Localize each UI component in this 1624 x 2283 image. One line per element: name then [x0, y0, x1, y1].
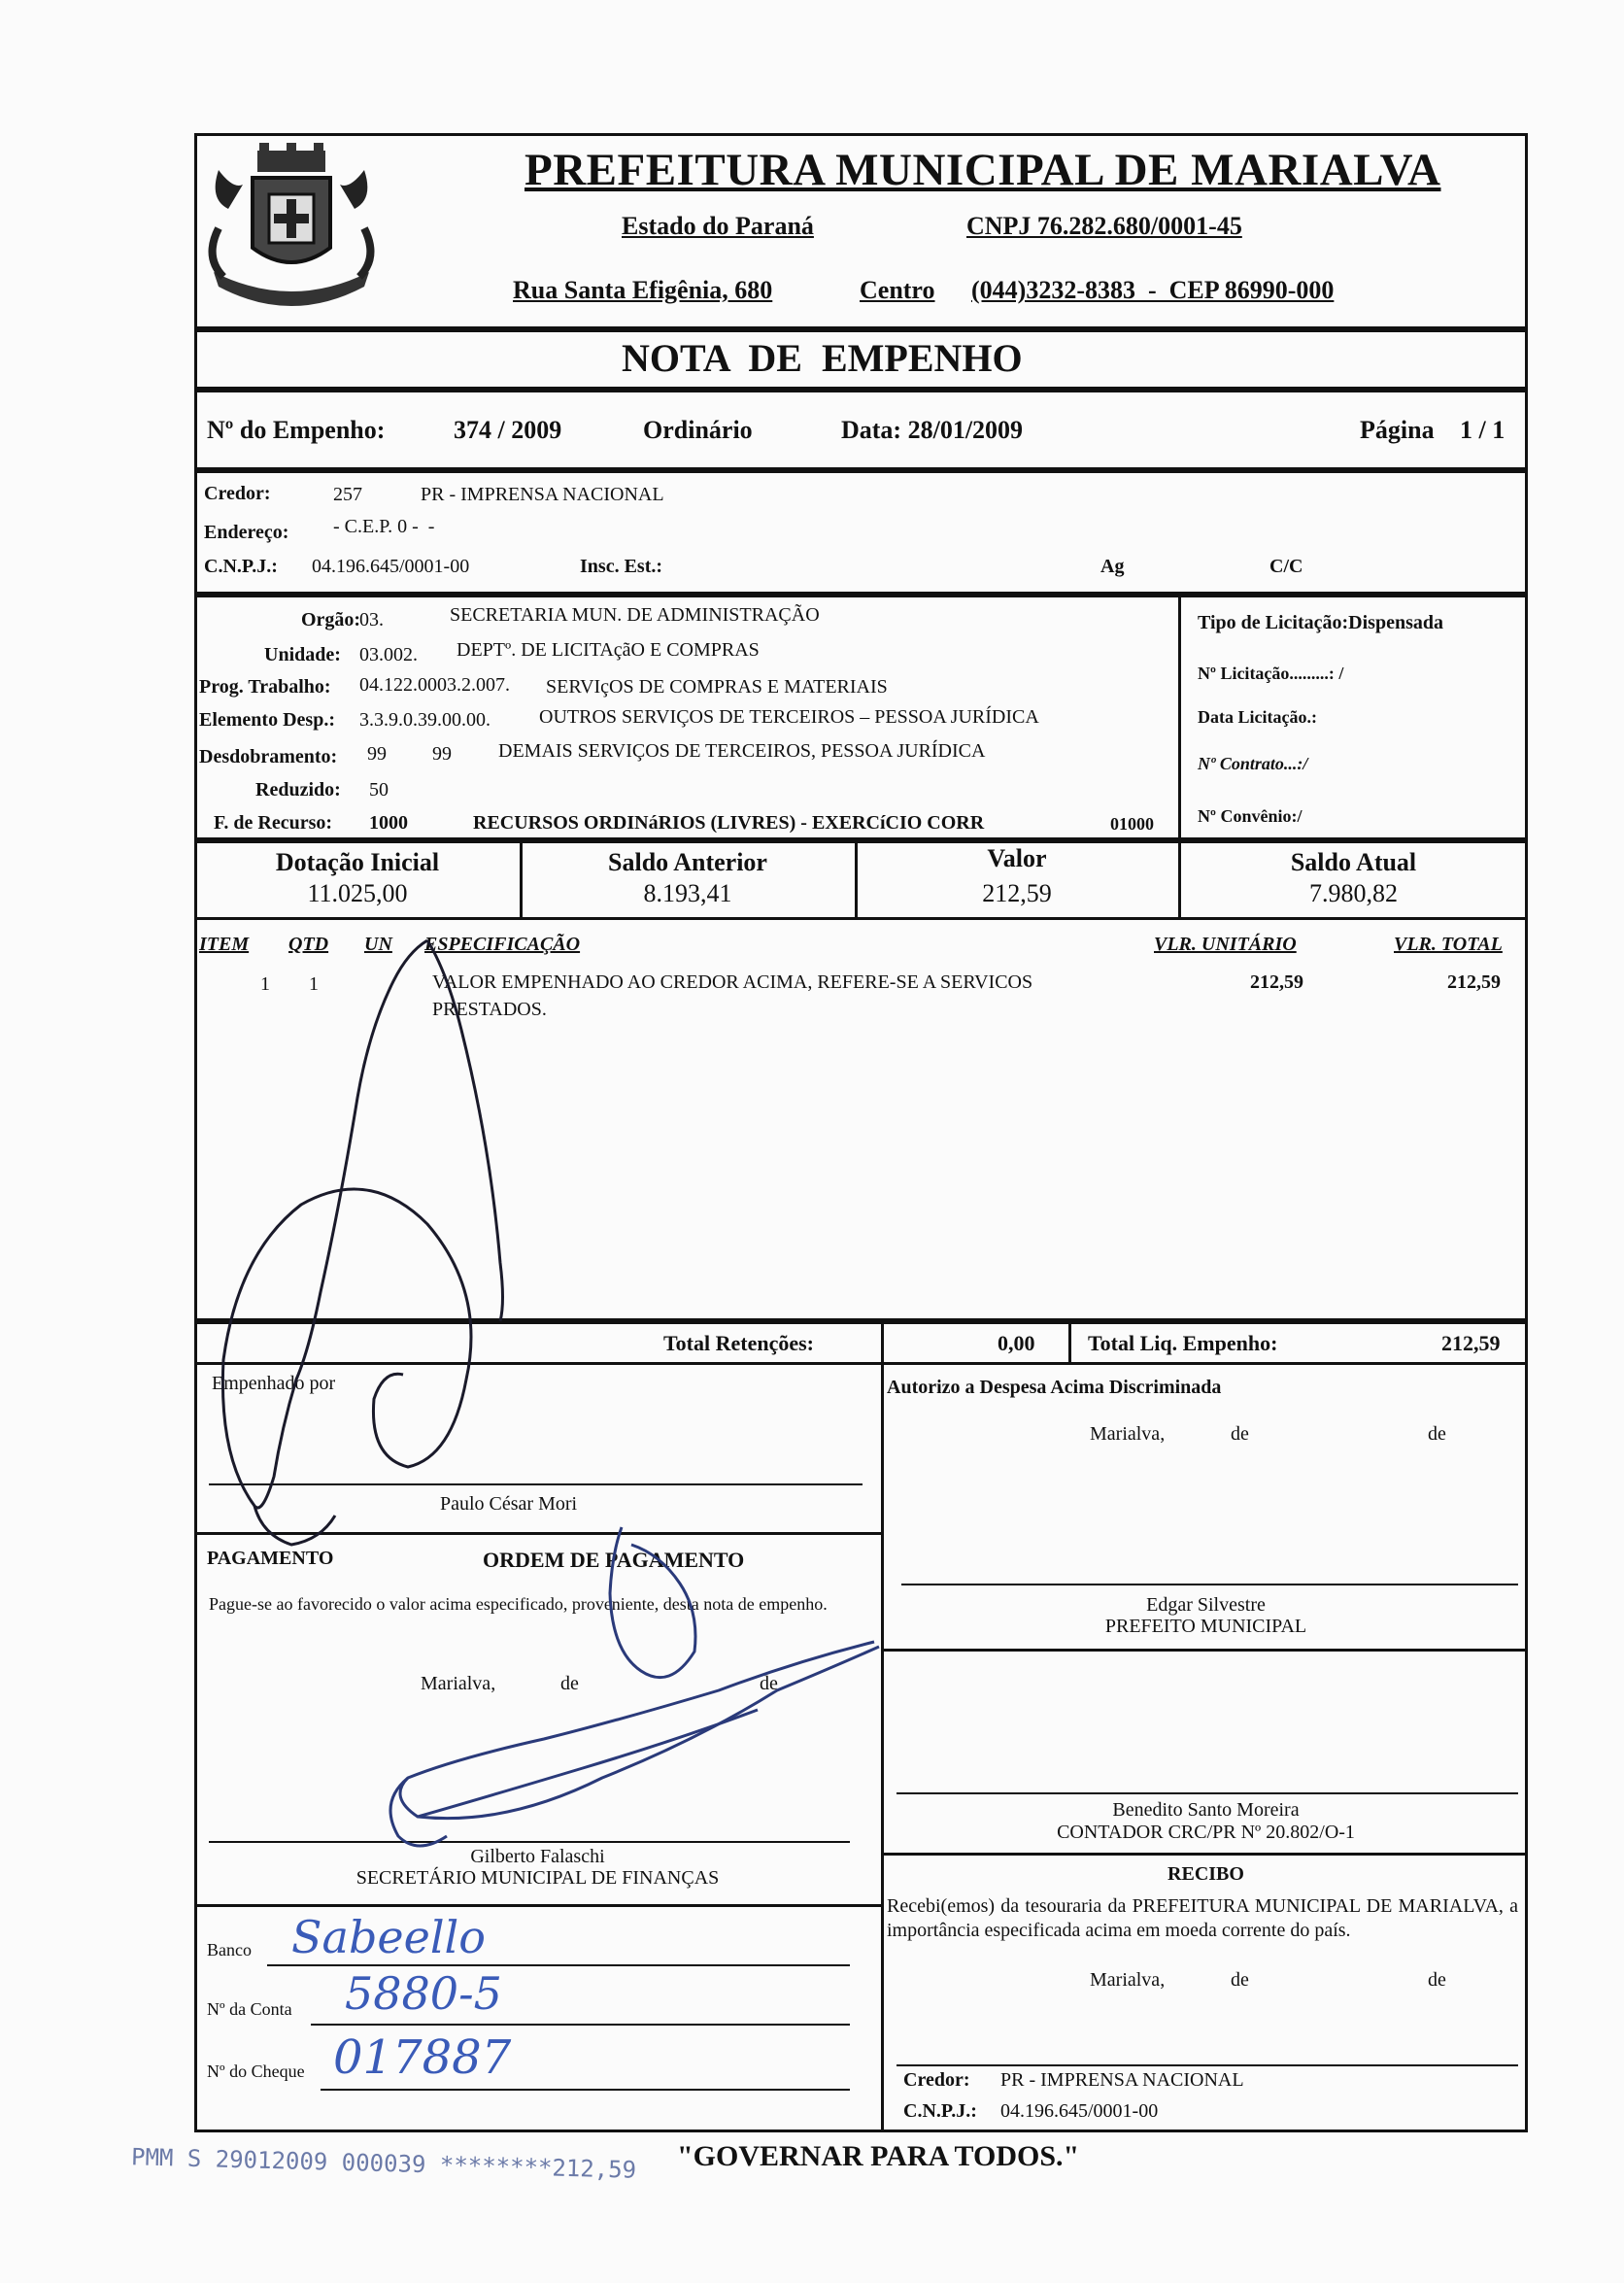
right-de-2: de [1428, 1423, 1446, 1445]
left-place: Marialva, [421, 1673, 496, 1694]
orgao-label: Orgão: [301, 609, 361, 630]
conta-label: Nº da Conta [207, 1999, 292, 2019]
valor-label: Valor [987, 844, 1047, 872]
prefeito-sign-line [901, 1584, 1518, 1585]
empenho-label: Nº do Empenho: [207, 416, 386, 444]
recurso-code-2: 01000 [1110, 814, 1154, 834]
prog-name: SERVIçOS DE COMPRAS E MATERIAIS [546, 676, 888, 698]
autorizo-label: Autorizo a Despesa Acima Discriminada [887, 1377, 1222, 1398]
pagamento-label: PAGAMENTO [207, 1548, 334, 1569]
saldo-atual-label: Saldo Atual [1290, 848, 1417, 876]
left-de-1: de [560, 1673, 579, 1694]
items-header-qtd: QTD [288, 934, 329, 955]
recibo-de-2: de [1428, 1969, 1446, 1991]
reduzido-label: Reduzido: [255, 779, 341, 801]
coat-of-arms-logo [199, 141, 384, 316]
recibo-place: Marialva, [1090, 1969, 1166, 1991]
valor-value: 212,59 [982, 879, 1052, 907]
pague-text: Pague-se ao favorecido o valor acima especificado, proveniente, desta nota de empenho. [209, 1594, 828, 1614]
unidade-label: Unidade: [264, 644, 341, 665]
banco-separator [194, 1904, 881, 1907]
items-header-unit: VLR. UNITÁRIO [1154, 934, 1297, 955]
totals-divider-2 [1068, 1321, 1071, 1365]
insc-label: Insc. Est.: [580, 556, 663, 577]
banco-line [267, 1964, 850, 1966]
desdobramento-label: Desdobramento: [199, 746, 338, 767]
cc-label: C/C [1269, 556, 1303, 577]
items-header-un: UN [364, 934, 392, 955]
desdobramento-code-1: 99 [367, 743, 387, 765]
unidade-code: 03.002. [359, 644, 418, 665]
orgao-name: SECRETARIA MUN. DE ADMINISTRAÇÃO [450, 604, 820, 626]
saldo-anterior-label: Saldo Anterior [608, 848, 767, 876]
page-number: 1 / 1 [1460, 416, 1506, 444]
credor-label: Credor: [204, 483, 271, 504]
header-cnpj: CNPJ 76.282.680/0001-45 [966, 212, 1242, 240]
endereco-value: - C.E.P. 0 - - [333, 516, 435, 537]
authentication-stamp: PMM S 29012009 000039 ********212,59 [130, 2143, 637, 2184]
right-place: Marialva, [1090, 1423, 1166, 1445]
empenho-date: Data: 28/01/2009 [841, 416, 1024, 444]
secretario-name: Gilberto Falaschi [470, 1846, 605, 1867]
pagamento-separator [194, 1532, 881, 1535]
prog-label: Prog. Trabalho: [199, 676, 331, 698]
licitacao-contrato: Nº Contrato...:/ [1198, 754, 1308, 773]
cnpj-label: C.N.P.J.: [204, 556, 278, 577]
recurso-name: RECURSOS ORDINáRIOS (LIVRES) - EXERCíCIO CORR [473, 812, 985, 834]
empenhado-sign-line [209, 1483, 863, 1485]
header-title: PREFEITURA MUNICIPAL DE MARIALVA [524, 145, 1441, 195]
item-1-qtd: 1 [309, 973, 319, 995]
totals-box [194, 1321, 1528, 1365]
item-1-spec-line2: PRESTADOS. [432, 999, 547, 1020]
cheque-line [321, 2089, 850, 2091]
credor-name: PR - IMPRENSA NACIONAL [421, 484, 664, 505]
banco-value: Sabeello [291, 1911, 486, 1963]
header-street: Rua Santa Efigênia, 680 [513, 276, 773, 304]
ag-label: Ag [1100, 556, 1125, 577]
elemento-code: 3.3.9.0.39.00.00. [359, 709, 491, 731]
licitacao-tipo: Tipo de Licitação:Dispensada [1198, 612, 1443, 633]
licitacao-convenio: Nº Convênio:/ [1198, 806, 1303, 826]
secretario-sign-line [209, 1841, 850, 1843]
conta-line [311, 2024, 850, 2026]
item-1-unit: 212,59 [1250, 971, 1303, 993]
banco-label: Banco [207, 1940, 252, 1959]
elemento-name: OUTROS SERVIÇOS DE TERCEIROS – PESSOA JURÍDICA [539, 706, 1039, 728]
left-de-2: de [760, 1673, 778, 1694]
recibo-credor-value: PR - IMPRENSA NACIONAL [1000, 2069, 1244, 2091]
contador-title: CONTADOR CRC/PR Nº 20.802/O-1 [1057, 1822, 1355, 1843]
contador-name: Benedito Santo Moreira [1112, 1799, 1300, 1821]
dotacao-inicial-value: 11.025,00 [307, 879, 408, 907]
recibo-sign-line [897, 2064, 1518, 2066]
unidade-name: DEPTº. DE LICITAçãO E COMPRAS [457, 639, 760, 661]
saldo-anterior-value: 8.193,41 [643, 879, 732, 907]
recibo-cnpj-label: C.N.P.J.: [903, 2100, 977, 2122]
licitacao-numero: Nº Licitação.........: / [1198, 664, 1344, 683]
credor-code: 257 [333, 484, 362, 505]
dotacao-divider [1178, 595, 1181, 840]
lower-divider [881, 1365, 884, 2132]
dotacao-inicial-label: Dotação Inicial [275, 848, 440, 876]
endereco-label: Endereço: [204, 522, 289, 543]
ordem-label: ORDEM DE PAGAMENTO [483, 1548, 745, 1572]
prefeito-title: PREFEITO MUNICIPAL [1104, 1616, 1307, 1637]
liq-label: Total Liq. Empenho: [1088, 1331, 1278, 1355]
totals-divider-1 [881, 1321, 884, 1365]
recibo-label: RECIBO [1167, 1863, 1244, 1885]
elemento-label: Elemento Desp.: [199, 709, 335, 731]
right-de-1: de [1231, 1423, 1249, 1445]
header-state: Estado do Paraná [622, 212, 814, 240]
item-1-item: 1 [260, 973, 270, 995]
contador-sign-line [897, 1792, 1518, 1794]
recibo-credor-label: Credor: [903, 2069, 970, 2091]
desdobramento-code-2: 99 [432, 743, 452, 765]
licitacao-data: Data Licitação.: [1198, 707, 1317, 727]
recibo-separator [881, 1853, 1528, 1856]
header-district: Centro [860, 276, 935, 304]
conta-value: 5880-5 [345, 1967, 502, 2020]
saldo-atual-value: 7.980,82 [1309, 879, 1398, 907]
prog-code: 04.122.0003.2.007. [359, 674, 510, 696]
empenho-number: 374 / 2009 [454, 416, 562, 444]
recibo-de-1: de [1231, 1969, 1249, 1991]
prefeito-name: Edgar Silvestre [1146, 1594, 1266, 1616]
reduzido-value: 50 [369, 779, 389, 801]
liq-value: 212,59 [1441, 1331, 1501, 1355]
doc-title: NOTA DE EMPENHO [622, 336, 1023, 380]
footer-slogan: "GOVERNAR PARA TODOS." [677, 2140, 1080, 2172]
cheque-value: 017887 [333, 2030, 512, 2085]
recibo-cnpj-value: 04.196.645/0001-00 [1000, 2100, 1159, 2122]
empenhado-label: Empenhado por [212, 1373, 336, 1394]
header-phone-cep: (044)3232-8383 - CEP 86990-000 [971, 276, 1335, 304]
recurso-label: F. de Recurso: [214, 812, 333, 834]
cnpj-value: 04.196.645/0001-00 [312, 556, 470, 577]
item-1-total: 212,59 [1447, 971, 1501, 993]
desdobramento-name: DEMAIS SERVIÇOS DE TERCEIROS, PESSOA JURÍDICA [498, 740, 986, 762]
cheque-label: Nº do Cheque [207, 2062, 305, 2081]
retencoes-label: Total Retenções: [663, 1331, 814, 1355]
recurso-code: 1000 [369, 812, 408, 834]
recibo-text: Recebi(emos) da tesouraria da PREFEITURA MUNICIPAL DE MARIALVA, a importância especificada acima em moeda corrente do país. [887, 1895, 1518, 1941]
empenhado-name: Paulo César Mori [440, 1493, 578, 1515]
empenho-type: Ordinário [643, 416, 753, 444]
items-header-item: ITEM [199, 934, 250, 955]
items-header-total: VLR. TOTAL [1394, 934, 1503, 955]
item-1-spec-line1: VALOR EMPENHADO AO CREDOR ACIMA, REFERE-SE A SERVICOS [432, 971, 1033, 993]
retencoes-value: 0,00 [998, 1331, 1035, 1355]
items-header-spec: ESPECIFICAÇÃO [424, 934, 581, 955]
orgao-code: 03. [359, 609, 384, 630]
contador-separator [881, 1649, 1528, 1652]
page-label: Página [1360, 416, 1435, 444]
secretario-title: SECRETÁRIO MUNICIPAL DE FINANÇAS [355, 1867, 720, 1889]
